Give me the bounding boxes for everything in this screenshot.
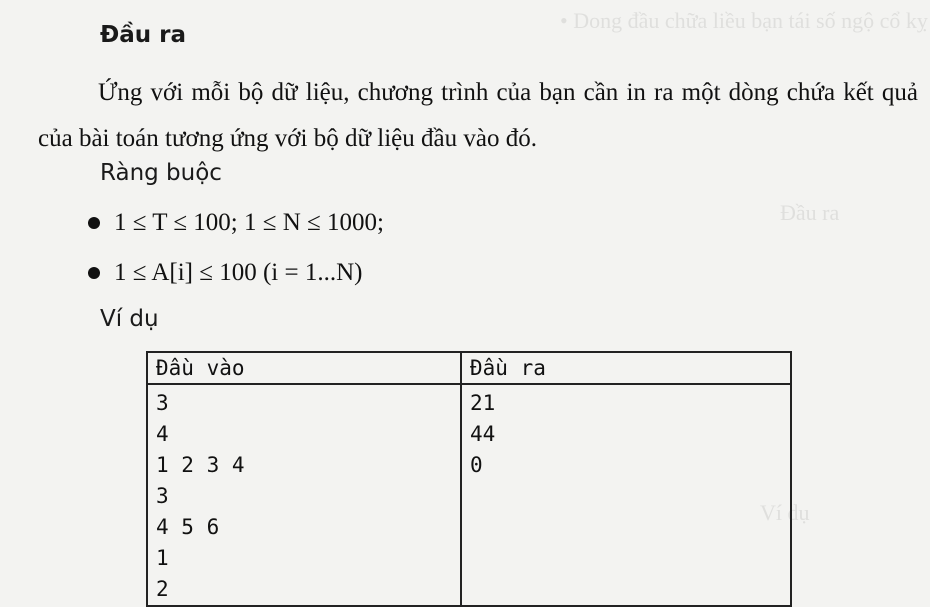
table-header-row — [147, 352, 791, 384]
input-line: 1 2 3 4 — [156, 453, 245, 477]
constraint-text: 1 ≤ T ≤ 100; 1 ≤ N ≤ 1000; — [114, 209, 384, 236]
constraint-item — [88, 259, 362, 287]
bullet-icon — [88, 217, 100, 229]
output-column-header: Đầu ra — [461, 352, 791, 384]
constraint-text: 1 ≤ A[i] ≤ 100 (i = 1...N) — [114, 259, 363, 286]
bullet-icon — [88, 267, 100, 279]
show-through-text: Đầu ra — [780, 200, 840, 225]
input-line: 4 — [156, 422, 169, 446]
output-line: 0 — [470, 453, 483, 477]
constraints-heading: Ràng buộc — [100, 160, 222, 186]
example-table — [146, 351, 792, 607]
show-through-text: Ví dụ — [760, 500, 810, 525]
output-cell — [461, 384, 791, 606]
input-line: 2 — [156, 577, 169, 601]
input-line: 3 — [156, 484, 169, 508]
output-description: Ứng với mỗi bộ dữ liệu, chương trình của bạn cần in ra một dòng chứa kết quả của bài toán tương ứng với bộ dữ liệu đầu vào đó. — [38, 79, 918, 152]
input-line: 1 — [156, 546, 169, 570]
example-heading: Ví dụ — [100, 306, 159, 332]
table-row — [147, 384, 791, 606]
input-cell — [147, 384, 461, 606]
input-line: 3 — [156, 391, 169, 415]
input-column-header: Đầu vào — [147, 352, 461, 384]
output-heading: Đầu ra — [100, 22, 187, 48]
input-line: 4 5 6 — [156, 515, 220, 539]
output-line: 44 — [470, 422, 496, 446]
output-line: 21 — [470, 391, 496, 415]
constraint-item — [88, 209, 384, 237]
show-through-text: • Dong đầu chữa liều bạn tái số ngộ cổ kỵ — [560, 8, 928, 33]
